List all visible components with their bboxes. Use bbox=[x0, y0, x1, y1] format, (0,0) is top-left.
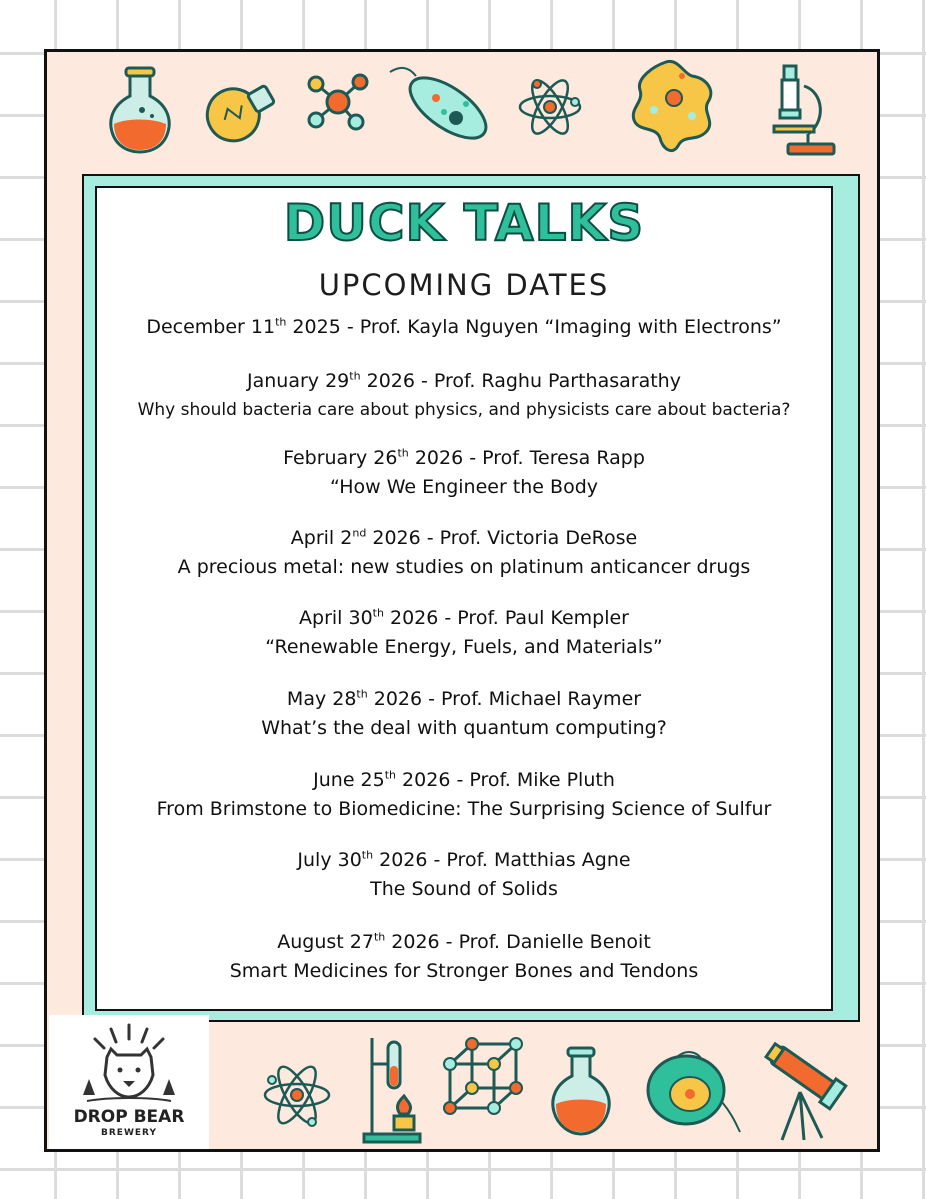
page-subtitle: UPCOMING DATES bbox=[318, 268, 610, 302]
bear-icon bbox=[49, 1015, 209, 1107]
molecule-icon bbox=[302, 70, 374, 136]
talk-line: August 27th 2026 - Prof. Danielle Benoit bbox=[277, 930, 651, 953]
brewery-logo bbox=[49, 1015, 209, 1149]
amoeba-icon bbox=[626, 56, 720, 158]
talk-entry bbox=[97, 846, 831, 904]
schedule-panel bbox=[95, 186, 833, 1011]
talk-topic: “Renewable Energy, Fuels, and Materials” bbox=[265, 636, 663, 658]
talk-entry bbox=[97, 524, 831, 582]
page-title: DUCK TALKS bbox=[283, 194, 645, 252]
talk-topic: What’s the deal with quantum computing? bbox=[261, 717, 667, 739]
talk-line: April 30th 2026 - Prof. Paul Kempler bbox=[299, 606, 629, 629]
talk-topic: A precious metal: new studies on platinum anticancer drugs bbox=[177, 556, 751, 578]
talk-line: May 28th 2026 - Prof. Michael Raymer bbox=[286, 687, 642, 710]
atom-icon bbox=[260, 1058, 334, 1132]
logo-subtitle: BREWERY bbox=[101, 1128, 157, 1138]
talk-entry bbox=[97, 444, 831, 502]
euglena-icon bbox=[386, 62, 496, 150]
talk-line: December 11th 2025 - Prof. Kayla Nguyen “Imaging with Electrons” bbox=[146, 315, 782, 338]
flask-icon bbox=[546, 1046, 616, 1138]
talk-entry bbox=[97, 604, 831, 662]
microscope-icon bbox=[768, 62, 840, 158]
talk-line: January 29th 2026 - Prof. Raghu Parthasarathy bbox=[247, 369, 681, 392]
logo-name: DROP BEAR bbox=[73, 1107, 185, 1127]
talk-entry bbox=[97, 928, 831, 986]
light-bulb-icon bbox=[196, 74, 280, 148]
talk-topic: From Brimstone to Biomedicine: The Surprising Science of Sulfur bbox=[156, 798, 772, 820]
talk-topic: Smart Medicines for Stronger Bones and Tendons bbox=[229, 960, 699, 982]
telescope-icon bbox=[760, 1040, 852, 1144]
talk-entry bbox=[97, 766, 831, 824]
atom-icon bbox=[515, 72, 585, 142]
talk-topic: The Sound of Solids bbox=[370, 878, 558, 900]
flask-icon bbox=[106, 66, 174, 156]
talk-entry bbox=[97, 685, 831, 743]
cell-icon bbox=[636, 1040, 746, 1136]
talk-entry bbox=[97, 313, 831, 342]
talk-line: July 30th 2026 - Prof. Matthias Agne bbox=[297, 848, 631, 871]
talk-topic: “How We Engineer the Body bbox=[330, 476, 598, 498]
talk-line: February 26th 2026 - Prof. Teresa Rapp bbox=[283, 446, 645, 469]
cube-molecule-icon bbox=[442, 1036, 524, 1122]
burner-stand-icon bbox=[360, 1034, 424, 1146]
talk-entry bbox=[97, 367, 831, 425]
talk-topic: Why should bacteria care about physics, and physicists care about bacteria? bbox=[137, 400, 791, 420]
talk-line: June 25th 2026 - Prof. Mike Pluth bbox=[313, 768, 615, 791]
talk-line: April 2nd 2026 - Prof. Victoria DeRose bbox=[290, 526, 638, 549]
